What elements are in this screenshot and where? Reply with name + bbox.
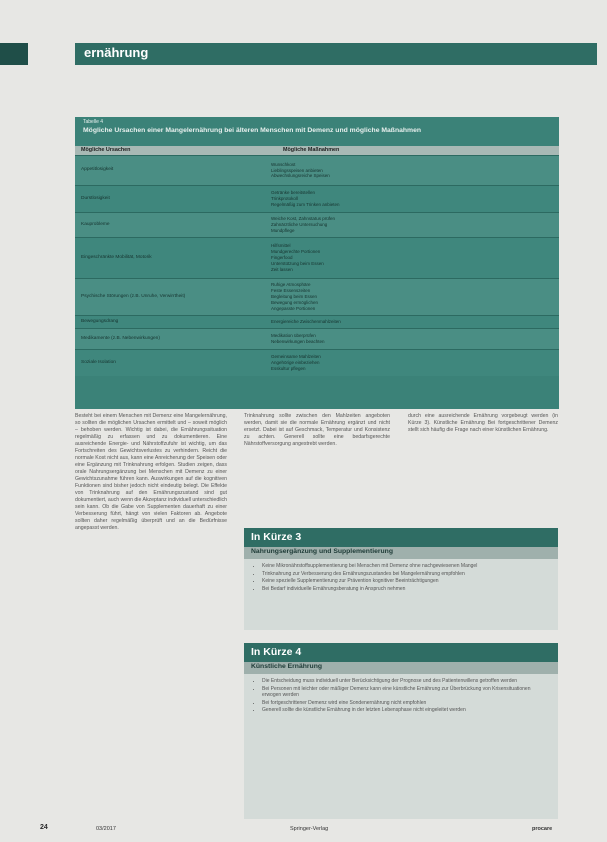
measure-item: Abwechslungsreiche Speisen <box>271 173 330 179</box>
box4-list-item: • Generell sollte die künstliche Ernährung in der letzten Lebensphase nicht eingeleitet werden <box>262 707 550 714</box>
box3-list-item: • Keine Mikronährstoffsupplementierung bei Menschen mit Demenz ohne nachgewiesenen Mangel <box>262 563 550 570</box>
measure-item: Unterstützung beim Essen <box>271 260 324 266</box>
publisher-name: Springer-Verlag <box>290 826 329 832</box>
measure-item: Angehörige einbeziehen <box>271 360 320 366</box>
cause-cell: Appetitlosigkeit <box>81 167 114 173</box>
text-column-2: Trinknahrung sollte zwischen den Mahlzeiten angeboten werden, damit sie die normale Ernährung ergänzt und nicht ersetzt. Dabei ist auf Geschmack, Temperatur und Konsistenz zu achten. Generell sollte eine bedarfsgerechte Nährstoffversorgung angestrebt werden. <box>244 413 390 447</box>
causes-table <box>75 117 559 409</box>
table-row <box>75 349 559 376</box>
measure-item: Mundgerechte Portionen <box>271 249 321 255</box>
table-row <box>75 328 559 349</box>
cause-cell: Soziale Isolation <box>81 359 116 365</box>
cause-cell: Kauprobleme <box>81 221 110 227</box>
text-column-3: durch eine ausreichende Ernährung vorgebeugt werden (in Kürze 3). Künstliche Ernährung Bei fortgeschrittener Demenz stellt sich häufig die Frage nach einer künstlichen Ernährung. <box>408 413 558 433</box>
measure-item: Begleitung beim Essen <box>271 294 318 300</box>
box4-list-item: • Die Entscheidung muss individuell unter Berücksichtigung der Prognose und des Patientenwillens getroffen werden <box>262 678 550 685</box>
cause-cell: Psychische Störungen (z.B. Unruhe, Verwirrtheit) <box>81 293 186 299</box>
box3-list-item: • Bei Bedarf individuelle Ernährungsberatung in Anspruch nehmen <box>262 586 550 593</box>
measure-item: Weiche Kost, Zahnstatus prüfen <box>271 216 335 222</box>
cause-cell: Eingeschränkte Mobilität, Motorik <box>81 254 152 260</box>
measure-item: Esskultur pflegen <box>271 365 306 371</box>
table-row <box>75 185 559 212</box>
measure-item: Wunschkost <box>271 161 296 167</box>
measure-item: Hilfsmittel <box>271 243 291 249</box>
section-title: ernährung <box>84 45 149 60</box>
measure-item: Angepasste Portionen <box>271 305 316 311</box>
measure-item: Mundpflege <box>271 227 295 233</box>
box4-list <box>244 678 558 714</box>
measures-cell <box>265 213 559 237</box>
measure-item: Feste Essenszeiten <box>271 288 311 294</box>
table-title: Mögliche Ursachen einer Mangelernährung bei älteren Menschen mit Demenz und mögliche Maßnahmen <box>83 127 422 134</box>
table-row <box>75 278 559 315</box>
table-row <box>75 315 559 328</box>
measure-item: Zeit lassen <box>271 266 293 272</box>
column-header-measures: Mögliche Maßnahmen <box>283 147 340 153</box>
column-header-causes: Mögliche Ursachen <box>81 147 131 153</box>
table-row <box>75 237 559 278</box>
box4-list-item: • Bei fortgeschrittener Demenz wird eine Sondenernährung nicht empfohlen <box>262 700 550 707</box>
page-number: 24 <box>40 824 48 831</box>
box4-list-item: • Bei Personen mit leichter oder mäßiger Demenz kann eine künstliche Ernährung zur Überbrückung von Krisensituationen erwogen werden <box>262 686 550 699</box>
measures-cell <box>265 238 559 278</box>
header-accent <box>0 43 28 65</box>
measure-item: Lieblingsspeisen anbieten <box>271 167 323 173</box>
cause-cell: Bewegungsdrang <box>81 318 119 324</box>
measures-cell <box>265 186 559 212</box>
measure-item: Fingerfood <box>271 255 293 261</box>
box3-label: In Kürze 3 <box>244 528 558 547</box>
box3-subtitle: Nahrungsergänzung und Supplementierung <box>244 547 558 559</box>
in-kuerze-4-box <box>244 643 558 819</box>
measure-item: Energiereiche Zwischenmahlzeiten <box>271 319 341 325</box>
measures-cell <box>265 156 559 185</box>
box3-list <box>244 563 558 592</box>
section-header <box>75 43 597 65</box>
text-column-1: Besteht bei einem Menschen mit Demenz eine Mangelernährung, so sollten die möglichen Ursachen ermittelt und – soweit möglich – behoben werden. Wichtig ist dabei, die Ernährungssituation regelmäßig zu erfassen und zu dokumentieren. Eine ausreichende Energie- und Nährstoffzufuhr ist wichtig, um das Fortschreiten des Gewichtsverlustes zu verhindern. Reicht die normale Kost nicht aus, kann eine Anreicherung der Speisen oder eine Ergänzung mit Trinknahrung erfolgen. Studien zeigen, dass orale Nahrungsergänzung bei Menschen mit Demenz zu einer Gewichtszunahme führen kann. Auswirkungen auf die kognitiven Funktionen sind bisher jedoch nicht eindeutig belegt. Die Effekte von Trinknahrung auf den Ernährungszustand sind gut dokumentiert, auch wenn die Akzeptanz individuell unterschiedlich sein kann. Ob die Gabe von Supplementen dauerhaft zu einer Verbesserung führt, hängt von vielen Faktoren ab. Angebote sollten daher regelmäßig überprüft und an die Bedürfnisse angepasst werden. <box>75 413 227 531</box>
table-tag: Tabelle 4 <box>83 119 104 125</box>
measure-item: Nebenwirkungen beachten <box>271 339 325 344</box>
measure-item: Medikation überprüfen <box>271 333 316 339</box>
measures-cell <box>265 316 559 328</box>
box3-list-item: • Keine spezielle Supplementierung zur Prävention kognitiver Beeinträchtigungen <box>262 578 550 585</box>
cause-cell: Medikamente (z.B. Nebenwirkungen) <box>81 335 160 341</box>
measure-item: Gemeinsame Mahlzeiten <box>271 354 321 360</box>
box3-list-item: • Trinknahrung zur Verbesserung des Ernährungszustandes bei Mangelernährung empfohlen <box>262 571 550 578</box>
table-row <box>75 212 559 237</box>
measure-item: Regelmäßig zum Trinken anbieten <box>271 201 340 207</box>
measures-cell <box>265 329 559 349</box>
measures-cell <box>265 279 559 315</box>
brand-name: procare <box>532 826 553 832</box>
table-body <box>75 155 559 376</box>
measure-item: Zahnärztliche Untersuchung <box>271 222 328 228</box>
cause-cell: Durstlosigkeit <box>81 195 110 201</box>
table-row <box>75 155 559 185</box>
table-column-headers <box>75 146 559 155</box>
measure-item: Getränke bereitstellen <box>271 190 316 196</box>
measure-item: Bewegung ermöglichen <box>271 299 319 305</box>
issue-number: 03/2017 <box>96 826 116 832</box>
measure-item: Ruhige Atmosphäre <box>271 282 311 288</box>
measures-cell <box>265 350 559 376</box>
table-header <box>75 117 559 146</box>
box4-label: In Kürze 4 <box>244 643 558 662</box>
box4-subtitle: Künstliche Ernährung <box>244 662 558 674</box>
in-kuerze-3-box <box>244 528 558 630</box>
measure-item: Trinkprotokoll <box>271 196 298 202</box>
